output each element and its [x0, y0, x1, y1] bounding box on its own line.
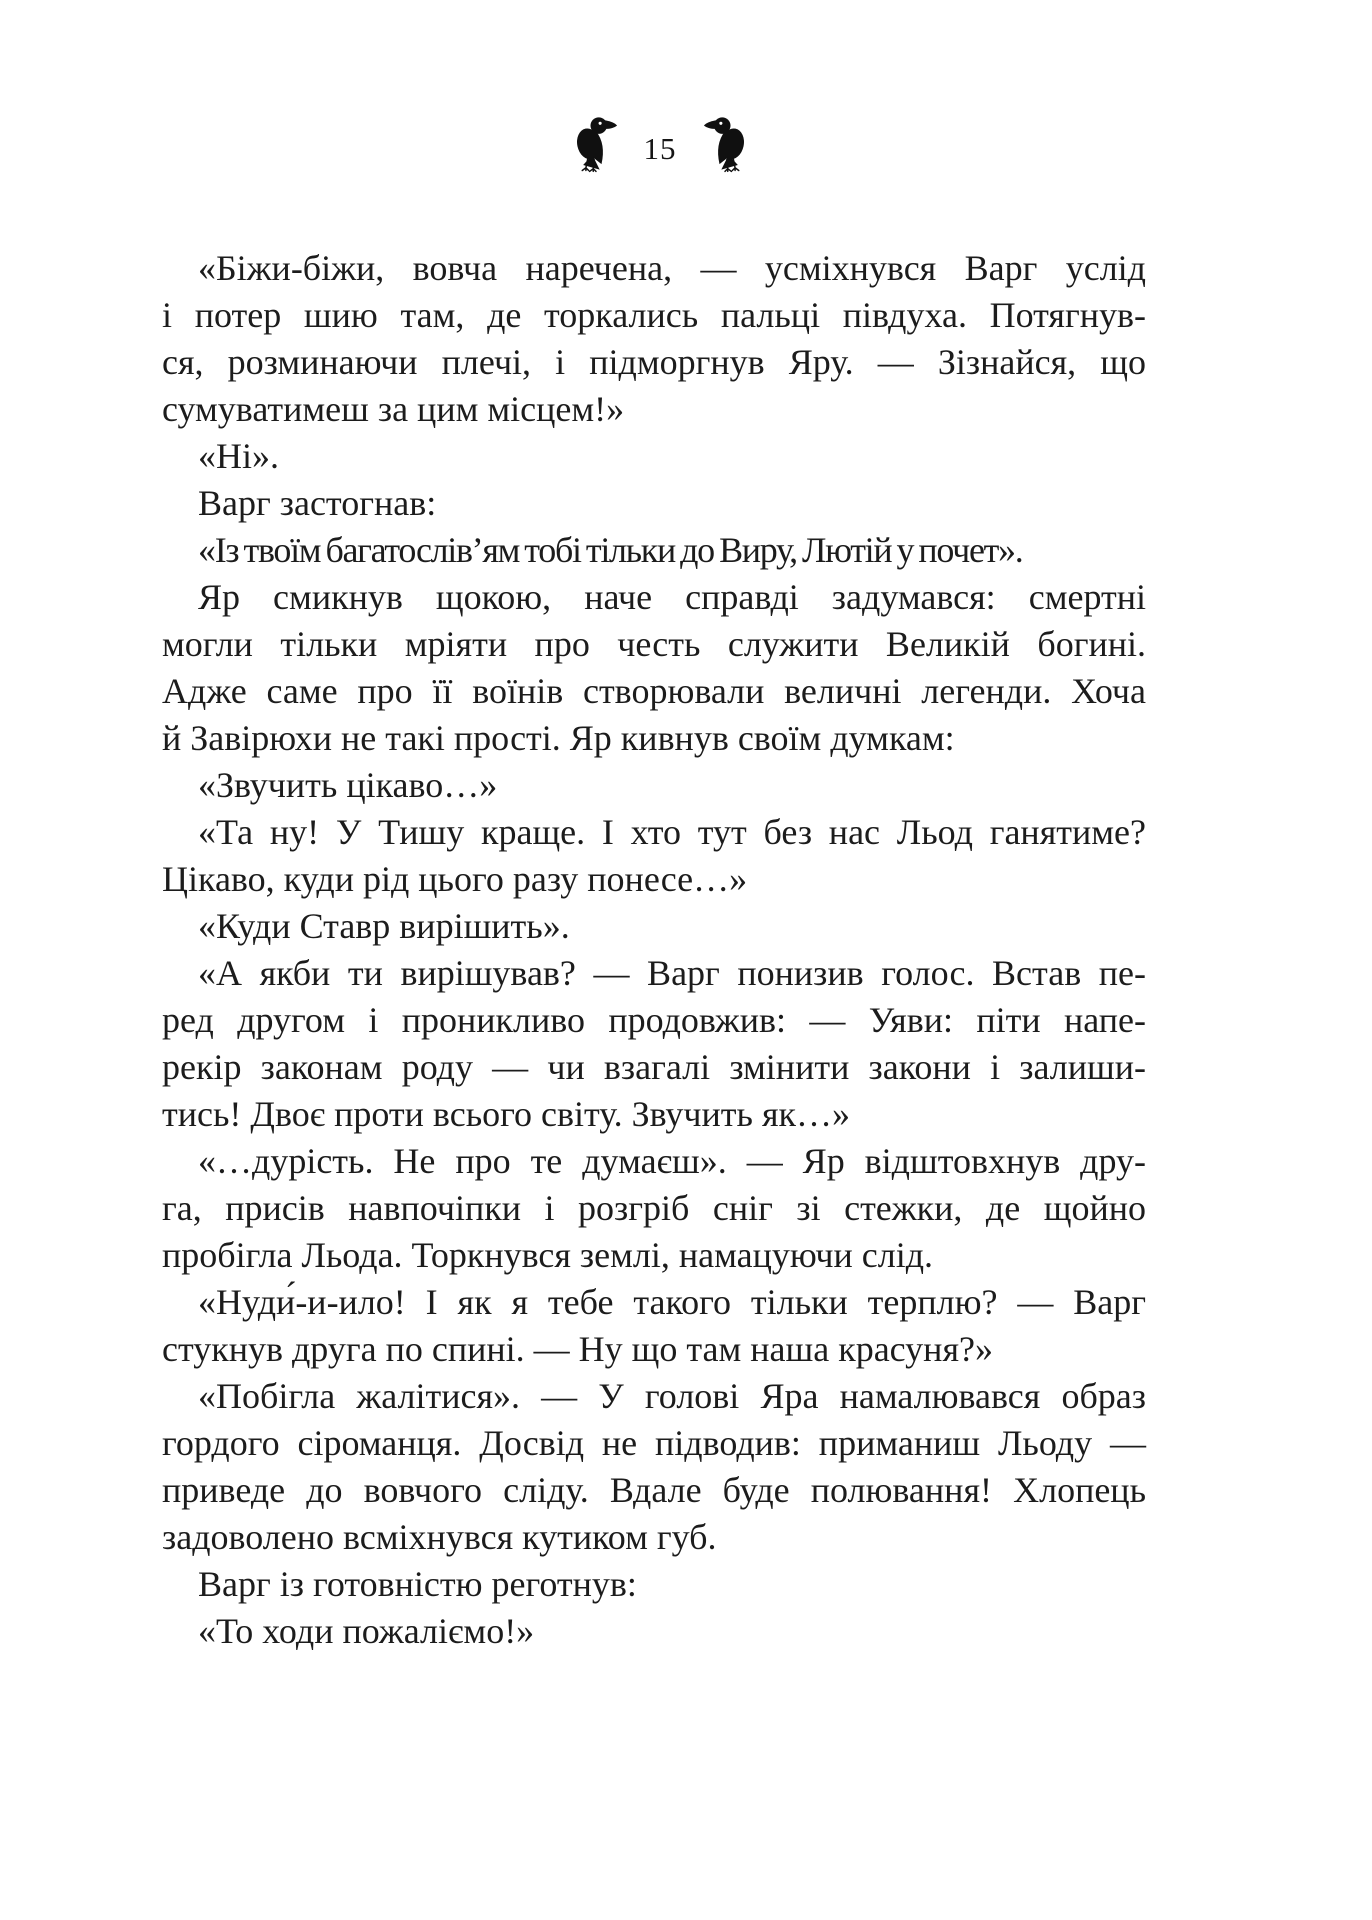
text-line: Адже саме про її воїнів створювали величні легенди. Хоча [162, 671, 1146, 711]
paragraph [162, 1138, 1146, 1279]
text-line: Варг застогнав: [198, 483, 437, 523]
raven-icon [703, 112, 747, 174]
text-line: і потер шию там, де торкались пальці півдуха. Потягнув- [162, 295, 1146, 335]
text-line: «Побігла жалітися». — У голові Яра намалювався образ [198, 1376, 1146, 1416]
paragraph [162, 762, 1146, 809]
text-line: пробігла Льода. Торкнувся землі, намацуючи слід. [162, 1235, 934, 1275]
text-line: «Біжи-біжи, вовча наречена, — усміхнувся Варг услід [198, 248, 1146, 288]
text-line: «Ні». [198, 436, 279, 476]
text-line: «Звучить цікаво…» [198, 765, 498, 805]
paragraph [162, 903, 1146, 950]
text-line: могли тільки мріяти про честь служити Великій богині. [162, 624, 1146, 664]
text-line: тись! Двоє проти всього світу. Звучить як…» [162, 1094, 850, 1134]
text-line: га, присів навпочіпки і розгріб сніг зі стежки, де щойно [162, 1188, 1146, 1228]
text-line: «То ходи пожаліємо!» [198, 1611, 535, 1651]
paragraph [162, 480, 1146, 527]
paragraph [162, 245, 1146, 433]
paragraph [162, 527, 1146, 574]
text-line: «Нуди́-и-ило! І як я тебе такого тільки терплю? — Варг [198, 1282, 1146, 1322]
text-line: «А якби ти вирішував? — Варг понизив голос. Встав пе- [198, 953, 1146, 993]
text-line: Яр смикнув щокою, наче справді задумався: смертні [198, 577, 1146, 617]
page-number: 15 [643, 131, 677, 166]
text-line: задоволено всміхнувся кутиком губ. [162, 1517, 717, 1557]
text-line: гордого сіроманця. Досвід не підводив: приманиш Льоду — [162, 1423, 1146, 1463]
text-line: сумуватимеш за цим місцем!» [162, 389, 625, 429]
text-line: «Куди Ставр вирішить». [198, 906, 570, 946]
page-header [0, 112, 1346, 174]
paragraph [162, 574, 1146, 762]
text-line: й Завірюхи не такі прості. Яр кивнув своїм думкам: [162, 718, 955, 758]
text-line: «Та ну! У Тишу краще. І хто тут без нас Льод ганятиме? [198, 812, 1146, 852]
text-line: приведе до вовчого сліду. Вдале буде полювання! Хлопець [162, 1470, 1146, 1510]
text-line: стукнув друга по спині. — Ну що там наша красуня?» [162, 1329, 993, 1369]
text-line: Цікаво, куди рід цього разу понесе…» [162, 859, 748, 899]
paragraph [162, 1279, 1146, 1373]
paragraph [162, 1561, 1146, 1608]
text-line: ся, розминаючи плечі, і підморгнув Яру. — Зізнайся, що [162, 342, 1146, 382]
paragraph [162, 1373, 1146, 1561]
paragraph [162, 950, 1146, 1138]
paragraph [162, 1608, 1146, 1655]
text-line: рекір законам роду — чи взагалі змінити закони і залиши- [162, 1047, 1146, 1087]
text-line: «…дурість. Не про те думаєш». — Яр відштовхнув дру- [198, 1141, 1146, 1181]
paragraph [162, 809, 1146, 903]
paragraph [162, 433, 1146, 480]
text-line: «Із твоїм багатослів’ям тобі тільки до Виру, Лютій у почет». [198, 530, 1023, 570]
raven-icon [574, 112, 618, 174]
text-line: ред другом і проникливо продовжив: — Уяви: піти напе- [162, 1000, 1146, 1040]
text-line: Варг із готовністю реготнув: [198, 1564, 637, 1604]
text-block [162, 245, 1146, 1655]
